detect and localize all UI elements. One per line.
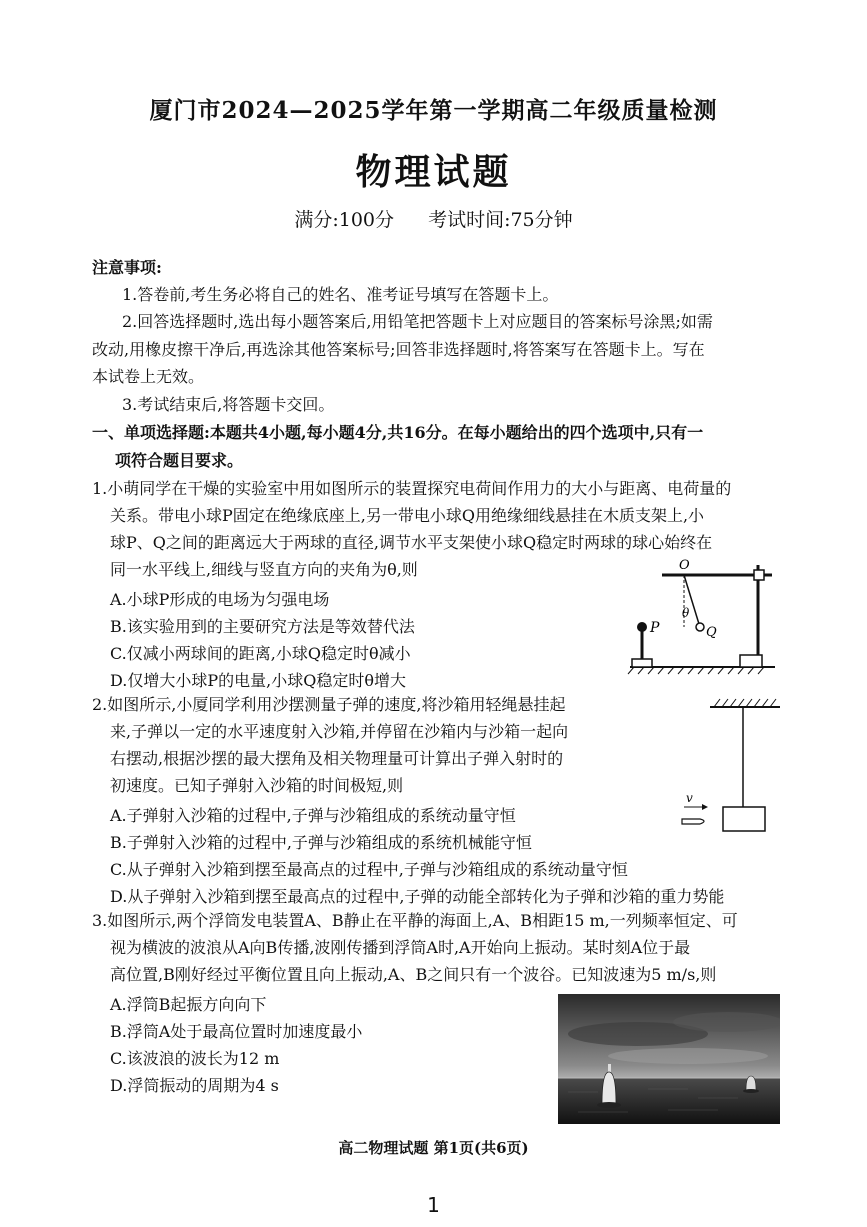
q1-option-c: C.仅减小两球间的距离,小球Q稳定时θ减小 — [110, 644, 411, 663]
q1-option-a: A.小球P形成的电场为匀强电场 — [110, 590, 330, 609]
q3-buoy-photo — [558, 994, 780, 1124]
q2-stem-line-4: 初速度。已知子弹射入沙箱的时间极短,则 — [110, 776, 404, 795]
q2-stem-line-3: 右摆动,根据沙摆的最大摆角及相关物理量可计算出子弹入射时的 — [110, 749, 564, 768]
q3-option-a: A.浮筒B起振方向向下 — [110, 995, 267, 1014]
ceiling-hatch — [714, 699, 776, 707]
note-2-line-2: 改动,用橡皮擦干净后,再选涂其他答案标号;回答非选择题时,将答案写在答题卡上。写在 — [92, 340, 705, 359]
label-v: v — [686, 791, 693, 805]
q1-option-d: D.仅增大小球P的电量,小球Q稳定时θ增大 — [110, 671, 406, 690]
q1-stem-line-1: 1.小萌同学在干燥的实验室中用如图所示的装置探究电荷间作用力的大小与距离、电荷量的 — [92, 479, 732, 498]
q3-option-c: C.该波浪的波长为12 m — [110, 1049, 280, 1068]
ball-p — [637, 622, 647, 632]
note-2-line-3: 本试卷上无效。 — [92, 367, 205, 386]
label-theta: θ — [682, 606, 690, 620]
label-o: O — [679, 558, 690, 573]
q2-sand-pendulum-figure — [670, 695, 785, 840]
bullet — [682, 819, 704, 824]
page-number: 1 — [427, 1193, 440, 1217]
exam-header: 厦门市2024—2025学年第一学期高二年级质量检测 — [149, 97, 718, 124]
label-p: P — [650, 620, 660, 636]
note-3: 3.考试结束后,将答题卡交回。 — [122, 395, 335, 414]
page-footer: 高二物理试题 第1页(共6页) — [338, 1139, 529, 1157]
q2-stem-line-1: 2.如图所示,小厦同学利用沙摆测量子弹的速度,将沙箱用轻绳悬挂起 — [92, 695, 566, 714]
section1-heading-line-2: 项符合题目要求。 — [115, 451, 244, 470]
stand-base — [740, 655, 762, 667]
note-1: 1.答卷前,考生务必将自己的姓名、准考证号填写在答题卡上。 — [122, 285, 559, 304]
label-q: Q — [706, 625, 717, 640]
clamp — [754, 570, 764, 580]
cloud-3 — [608, 1048, 768, 1064]
exam-title: 物理试题 — [355, 152, 512, 193]
q2-option-b: B.子弹射入沙箱的过程中,子弹与沙箱组成的系统机械能守恒 — [110, 833, 532, 852]
q2-option-c: C.从子弹射入沙箱到摆至最高点的过程中,子弹与沙箱组成的系统动量守恒 — [110, 860, 628, 879]
q1-stem-line-3: 球P、Q之间的距离远大于两球的直径,调节水平支架使小球Q稳定时两球的球心始终在 — [110, 533, 713, 552]
q1-stem-line-2: 关系。带电小球P固定在绝缘底座上,另一带电小球Q用绝缘细线悬挂在木质支架上,小 — [110, 506, 705, 525]
q2-stem-line-2: 来,子弹以一定的水平速度射入沙箱,并停留在沙箱内与沙箱一起向 — [110, 722, 569, 741]
notes-heading: 注意事项: — [92, 258, 162, 277]
ball-q — [696, 623, 704, 631]
note-2-line-1: 2.回答选择题时,选出每小题答案后,用铅笔把答题卡上对应题目的答案标号涂黑;如需 — [122, 312, 713, 331]
q3-stem-line-2: 视为横波的波浪从A向B传播,波刚传播到浮筒A时,A开始向上振动。某时刻A位于最 — [110, 938, 691, 957]
q1-option-b: B.该实验用到的主要研究方法是等效替代法 — [110, 617, 415, 636]
section1-heading-line-1: 一、单项选择题:本题共4小题,每小题4分,共16分。在每小题给出的四个选项中,只有一 — [92, 423, 704, 442]
q3-option-d: D.浮筒振动的周期为4 s — [110, 1076, 279, 1095]
q2-option-d: D.从子弹射入沙箱到摆至最高点的过程中,子弹的动能全部转化为子弹和沙箱的重力势能 — [110, 887, 725, 906]
sand-box — [723, 807, 765, 831]
velocity-arrowhead — [702, 804, 708, 810]
q2-option-a: A.子弹射入沙箱的过程中,子弹与沙箱组成的系统动量守恒 — [110, 806, 516, 825]
q3-option-b: B.浮筒A处于最高位置时加速度最小 — [110, 1022, 363, 1041]
q1-stem-line-4: 同一水平线上,细线与竖直方向的夹角为θ,则 — [110, 560, 418, 579]
q3-stem-line-1: 3.如图所示,两个浮筒发电装置A、B静止在平静的海面上,A、B相距15 m,一列频率恒定、可 — [92, 911, 738, 930]
time-info: 考试时间:75分钟 — [428, 209, 573, 231]
q1-apparatus-figure — [620, 555, 780, 680]
q3-stem-line-3: 高位置,B刚好经过平衡位置且向上振动,A、B之间只有一个波谷。已知波速为5 m/s,则 — [110, 965, 717, 984]
p-base — [632, 659, 652, 667]
score-info: 满分:100分 — [294, 209, 395, 231]
cloud-2 — [673, 1012, 780, 1032]
exam-subtitle — [0, 205, 867, 232]
ground-hatch — [628, 667, 764, 674]
